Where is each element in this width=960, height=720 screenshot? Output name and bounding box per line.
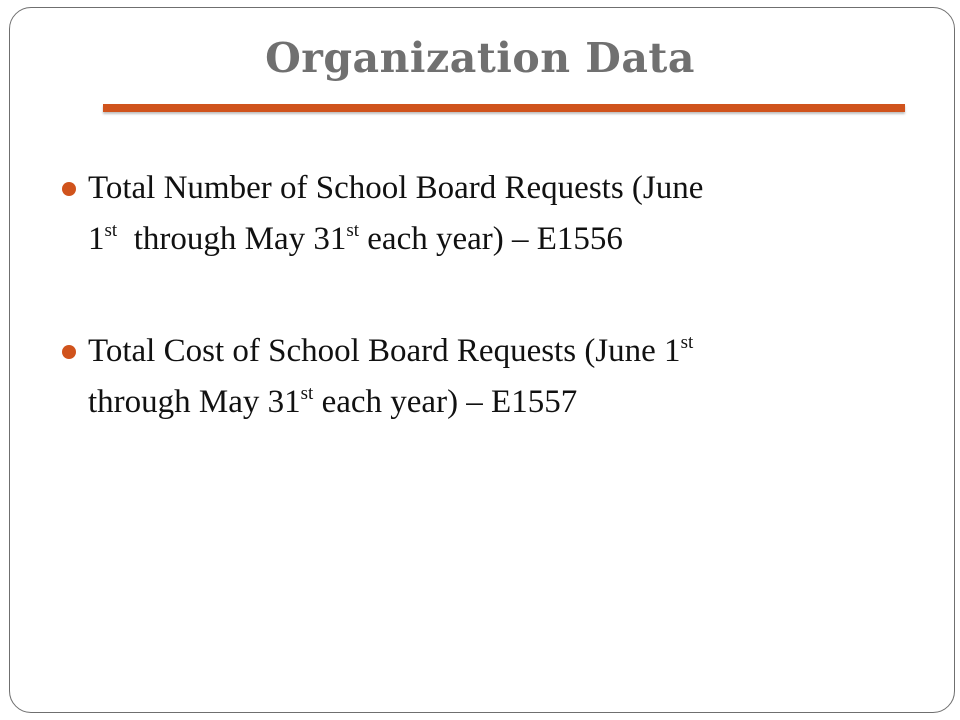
ordinal-suffix: st (346, 220, 360, 241)
bullet-text: through May 31 (88, 384, 301, 420)
bullet-text: each year) – E1557 (313, 384, 578, 420)
bullet-line (88, 163, 900, 214)
bullet-dot-icon (62, 345, 76, 359)
bullet-item-requests-count (60, 163, 900, 265)
bullet-line (88, 214, 900, 265)
ordinal-suffix: st (104, 220, 118, 241)
bullet-dot-icon (62, 182, 76, 196)
bullet-line (88, 326, 900, 377)
bullet-text: each year) – E1556 (359, 221, 623, 257)
bullet-text: through May 31 (117, 221, 347, 257)
bullet-text: 1 (88, 221, 105, 257)
bullet-text: Total Number of School Board Requests (June (88, 170, 704, 206)
bullet-line (88, 377, 900, 428)
title-underline (103, 104, 905, 112)
bullet-text: Total Cost of School Board Requests (June 1 (88, 333, 681, 369)
slide-title: Organization Data (265, 34, 695, 82)
ordinal-suffix: st (300, 383, 314, 404)
ordinal-suffix: st (680, 332, 694, 353)
bullet-list (60, 163, 900, 489)
bullet-item-requests-cost (60, 326, 900, 428)
